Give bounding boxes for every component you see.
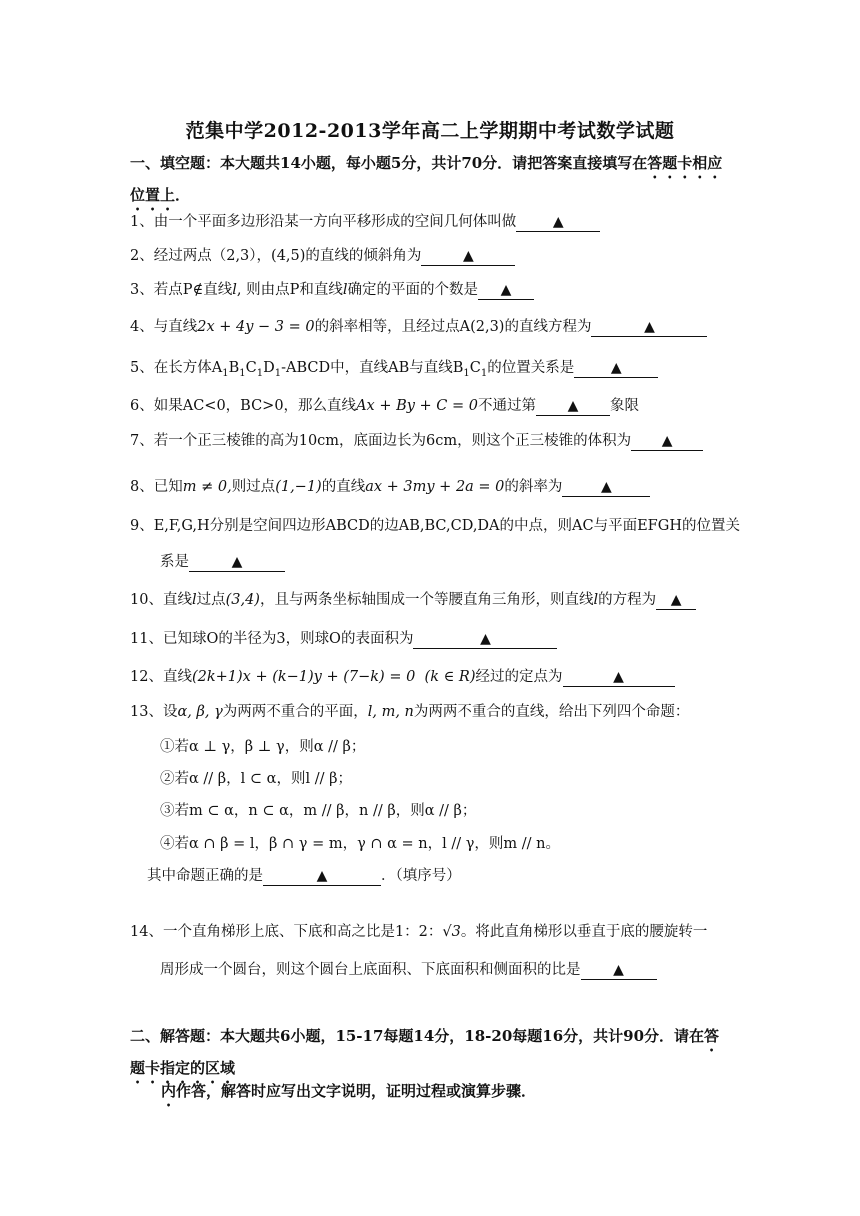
proposition-3: ③若m ⊂ α，n ⊂ α，m // β，n // β，则α // β； bbox=[160, 803, 477, 819]
question-7: 7、若一个正三棱锥的高为10cm，底面边长为6cm，则这个正三棱锥的体积为 ▲ bbox=[130, 431, 703, 451]
emphasized-text: 答题卡相应位置上 bbox=[130, 154, 723, 204]
question-12: 12、直线(2k+1)x + (k−1)y + (7−k) = 0 (k ∈ R)经过的定点为 ▲ bbox=[130, 667, 675, 687]
answer-blank: ▲ bbox=[536, 397, 610, 416]
answer-blank: ▲ bbox=[581, 961, 657, 980]
equation: (2k+1)x + (k−1)y + (7−k) = 0 bbox=[191, 669, 416, 685]
question-14-continued: 周形成一个圆台，则这个圆台上底面积、下底面积和侧面积的比是 ▲ bbox=[160, 960, 657, 980]
proposition-2: ②若α // β，l ⊂ α，则l // β； bbox=[160, 771, 352, 787]
answer-blank bbox=[516, 213, 600, 232]
question-5: 5、在长方体$A_1B_1C_1D_1$-ABCD中，直线AB与直线$B_1C_1$的位置关系是 ▲ bbox=[130, 358, 658, 384]
equation: ax + 3my + 2a = 0 bbox=[365, 479, 505, 495]
answer-blank: ▲ bbox=[189, 553, 285, 572]
question-11: 11、已知球O的半径为3，则球O的表面积为 ▲ bbox=[130, 629, 557, 649]
equation: 2x + 4y − 3 = 0 bbox=[197, 319, 315, 335]
sqrt-three: √3 bbox=[442, 924, 461, 940]
answer-blank: ▲ bbox=[413, 630, 557, 649]
answer-blank: ▲ bbox=[563, 668, 675, 687]
question-13-answer: 其中命题正确的是 ▲ ．（填序号） bbox=[147, 868, 461, 884]
question-3: 3、若点P∉直线l, 则由点P和直线l确定的平面的个数是 ▲ bbox=[130, 280, 534, 300]
question-9-continued: 系是 ▲ bbox=[160, 552, 285, 572]
answer-blank: ▲ bbox=[631, 432, 703, 451]
answer-blank: ▲ bbox=[562, 478, 650, 497]
proposition-1: ①若α ⊥ γ，β ⊥ γ，则α // β； bbox=[160, 739, 366, 755]
section-2-instructions: 内作答，解答时应写出文字说明，证明过程或演算步骤． bbox=[161, 1082, 537, 1100]
section-1-heading: 一、填空题：本大题共14小题，每小题5分，共计70分．请把答案直接填写在答题卡相应位置上． bbox=[130, 154, 723, 204]
answer-blank: ▲ bbox=[574, 359, 658, 378]
answer-blank: ▲ bbox=[478, 281, 534, 300]
question-9: 9、E,F,G,H分别是空间四边形ABCD的边AB,BC,CD,DA的中点，则AC与平面EFGH的位置关 bbox=[130, 518, 740, 534]
answer-blank: ▲ bbox=[591, 318, 707, 337]
proposition-4: ④若α ∩ β = l，β ∩ γ = m，γ ∩ α = n，l // γ，则m // n。 bbox=[160, 836, 560, 852]
answer-blank: ▲ bbox=[421, 247, 515, 266]
question-2: 2、经过两点（2,3），(4,5)的直线的倾斜角为 ▲ bbox=[130, 246, 515, 266]
question-4: 4、与直线2x + 4y − 3 = 0的斜率相等，且经过点A(2,3)的直线方程为 ▲ bbox=[130, 317, 707, 337]
page-title: 范集中学2012-2013学年高二上学期期中考试数学试题 bbox=[185, 120, 675, 142]
question-6: 6、如果AC<0，BC>0，那么直线Ax + By + C = 0不通过第 ▲ 象限 bbox=[130, 398, 639, 414]
not-in-symbol: ∉ bbox=[192, 282, 204, 298]
triangle-marker: ▲ bbox=[552, 214, 564, 230]
question-13: 13、设α, β, γ为两两不重合的平面，l, m, n为两两不重合的直线，给出下列四个命题： bbox=[130, 704, 690, 720]
answer-blank: ▲ bbox=[263, 867, 381, 886]
question-14: 14、一个直角梯形上底、下底和高之比是1：2：√3。将此直角梯形以垂直于底的腰旋转一 bbox=[130, 924, 708, 940]
question-10: 10、直线l过点(3,4)，且与两条坐标轴围成一个等腰直角三角形，则直线l的方程为 ▲ bbox=[130, 590, 696, 610]
question-1: 1、由一个平面多边形沿某一方向平移形成的空间几何体叫做 ▲ bbox=[130, 212, 600, 232]
answer-blank: ▲ bbox=[656, 591, 696, 610]
section-2-heading: 二、解答题：本大题共6小题，15-17每题14分，18-20每题16分，共计90分．请在答 题卡指定的区域 bbox=[130, 1027, 720, 1077]
question-8: 8、已知m ≠ 0,则过点(1,−1)的直线ax + 3my + 2a = 0的斜率为 ▲ bbox=[130, 477, 650, 497]
equation: Ax + By + C = 0 bbox=[356, 398, 478, 414]
